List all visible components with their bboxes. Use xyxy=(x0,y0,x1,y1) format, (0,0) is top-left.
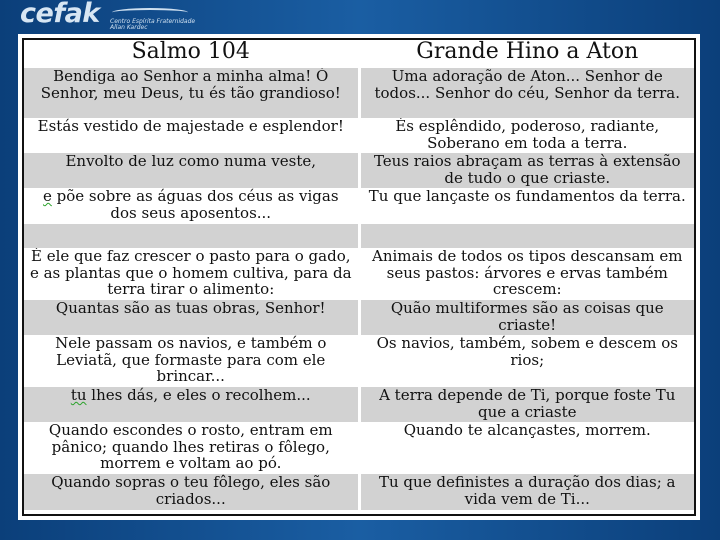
row-6-left: É ele que faz crescer o pasto para o gado, e as plantas que o homem cultiva, para da terra tirar o alimento: xyxy=(24,248,359,300)
row-11-right: Tu que definistes a duração dos dias; a vida vem de Ti... xyxy=(359,474,694,510)
table-header-row xyxy=(24,40,694,68)
row-4-left xyxy=(24,188,359,224)
row-11-left: Quando sopras o teu fôlego, eles são criados... xyxy=(24,474,359,510)
header-salmo: Salmo 104 xyxy=(24,40,359,68)
row-6-right: Animais de todos os tipos descansam em seus pastos: árvores e ervas também crescem: xyxy=(359,248,694,300)
row-1-left: Bendiga ao Senhor a minha alma! Ó Senhor, meu Deus, tu és tão grandioso! xyxy=(24,68,359,118)
row-8-right: Os navios, também, sobem e descem os rios; xyxy=(359,335,694,387)
row-7-left: Quantas são as tuas obras, Senhor! xyxy=(24,300,359,335)
row-4-left-text: põe sobre as águas dos céus as vigas dos seus aposentos... xyxy=(51,188,339,222)
table-row xyxy=(24,118,694,153)
row-9-left-text: lhes dás, e eles o recolhem... xyxy=(86,387,311,404)
slide-sheet xyxy=(18,34,700,520)
table-row xyxy=(24,300,694,335)
row-3-right: Teus raios abraçam as terras à extensão de tudo o que criaste. xyxy=(359,153,694,188)
table-row xyxy=(24,248,694,300)
row-10-left: Quando escondes o rosto, entram em pânico; quando lhes retiras o fôlego, morrem e voltam ao pó. xyxy=(24,422,359,474)
table-frame xyxy=(22,38,696,516)
comparison-table xyxy=(24,40,694,510)
spell-marked-word: e xyxy=(42,188,52,205)
table-row xyxy=(24,335,694,387)
row-8-left: Nele passam os navios, e também o Leviatã, que formaste para com ele brincar... xyxy=(24,335,359,387)
table-row xyxy=(24,153,694,188)
row-5-left xyxy=(24,224,359,248)
row-9-left xyxy=(24,387,359,422)
logo-subtitle: Centro Espírita Fraternidade Allan Kardec xyxy=(110,18,196,31)
row-3-left: Envolto de luz como numa veste, xyxy=(24,153,359,188)
header-hino: Grande Hino a Aton xyxy=(359,40,694,68)
table-row xyxy=(24,387,694,422)
cefak-logo xyxy=(18,0,196,32)
table-row xyxy=(24,474,694,510)
logo-wordmark: cefak xyxy=(20,0,100,29)
row-10-right: Quando te alcançastes, morrem. xyxy=(359,422,694,474)
table-row xyxy=(24,188,694,224)
row-2-left: Estás vestido de majestade e esplendor! xyxy=(24,118,359,153)
table-row xyxy=(24,68,694,118)
row-1-right: Uma adoração de Aton... Senhor de todos... Senhor do céu, Senhor da terra. xyxy=(359,68,694,118)
row-4-right: Tu que lançaste os fundamentos da terra. xyxy=(359,188,694,224)
table-row-empty xyxy=(24,224,694,248)
row-5-right xyxy=(359,224,694,248)
table-row xyxy=(24,422,694,474)
row-2-right: És esplêndido, poderoso, radiante, Soberano em toda a terra. xyxy=(359,118,694,153)
spell-marked-word: tu xyxy=(70,387,87,404)
row-7-right: Quão multiformes são as coisas que criaste! xyxy=(359,300,694,335)
logo-swoosh xyxy=(112,8,188,17)
row-9-right: A terra depende de Ti, porque foste Tu que a criaste xyxy=(359,387,694,422)
